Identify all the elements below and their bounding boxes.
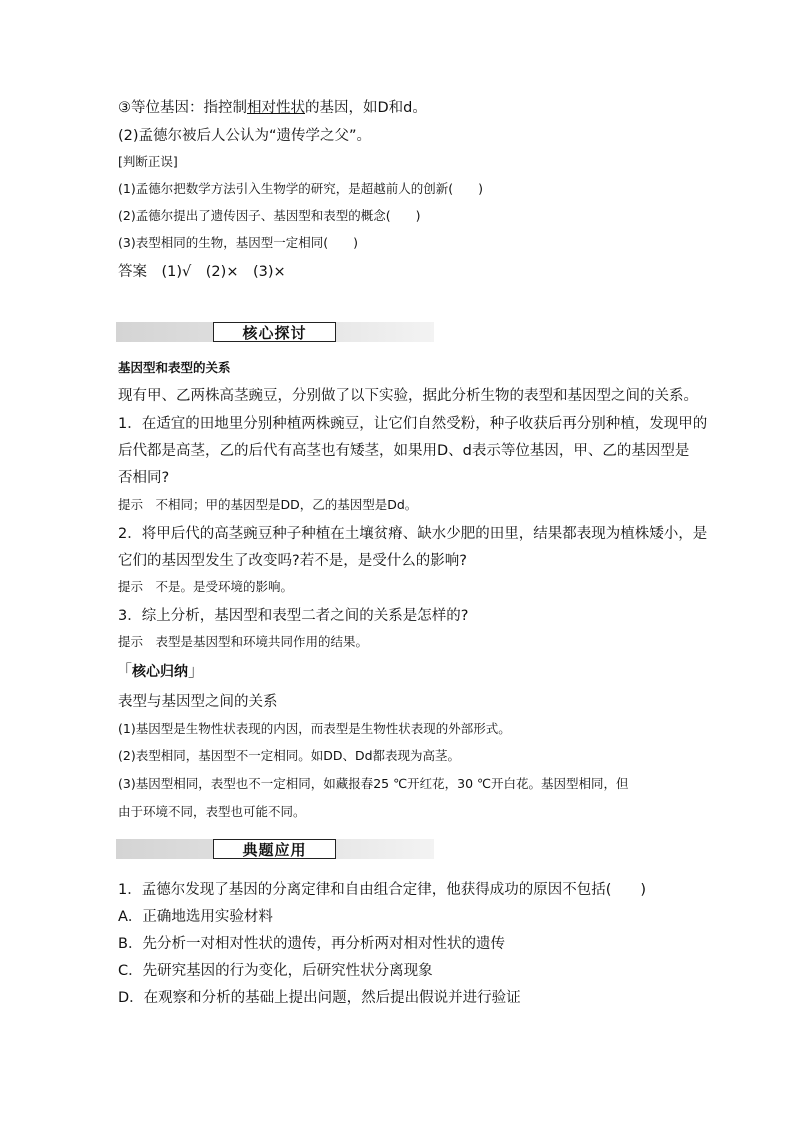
allele-text-underlined: 相对性状 <box>247 100 305 116</box>
summary-item-3-line-a: (3)基因型相同，表型也不一定相同，如藏报春25 ℃开红花，30 ℃开白花。基因型相同，但 <box>118 776 629 791</box>
explore-intro: 现有甲、乙两株高茎豌豆，分别做了以下实验，据此分析生物的表型和基因型之间的关系。 <box>118 388 698 404</box>
section-banner-explore: 核心探讨 <box>213 322 336 342</box>
question-2-line-a: 2．将甲后代的高茎豌豆种子种植在土壤贫瘠、缺水少肥的田里，结果都表现为植株矮小，是 <box>118 526 708 542</box>
allele-text-post: 的基因，如D和d。 <box>305 100 427 116</box>
summary-item-3-line-b: 由于环境不同，表型也可能不同。 <box>118 804 306 819</box>
question-3: 3．综上分析，基因型和表型二者之间的关系是怎样的? <box>118 608 469 624</box>
mc-option-d: D．在观察和分析的基础上提出问题，然后提出假说并进行验证 <box>118 990 521 1006</box>
bracket-left: 「 <box>116 661 133 680</box>
hint-2: 提示 不是。是受环境的影响。 <box>118 579 294 594</box>
judge-item-3: (3)表型相同的生物，基因型一定相同( ) <box>118 235 358 250</box>
question-2-line-b: 它们的基因型发生了改变吗?若不是，是受什么的影响? <box>118 553 467 569</box>
question-1-line-c: 否相同? <box>118 470 170 486</box>
answer-line: 答案 (1)√ (2)× (3)× <box>118 264 286 280</box>
summary-subtitle: 表型与基因型之间的关系 <box>118 694 278 710</box>
mc-question-stem: 1．孟德尔发现了基因的分离定律和自由组合定律，他获得成功的原因不包括( ) <box>118 882 647 898</box>
question-1-line-b: 后代都是高茎，乙的后代有高茎也有矮茎，如果用D、d表示等位基因，甲、乙的基因型是 <box>118 443 690 459</box>
summary-item-2: (2)表型相同，基因型不一定相同。如DD、Dd都表现为高茎。 <box>118 748 461 763</box>
allele-text-pre: ③等位基因：指控制 <box>118 100 247 116</box>
summary-item-1: (1)基因型是生物性状表现的内因，而表型是生物性状表现的外部形式。 <box>118 721 511 736</box>
mc-option-c: C．先研究基因的行为变化，后研究性状分离现象 <box>118 963 433 979</box>
bracket-right: 」 <box>188 661 205 680</box>
allele-definition-line <box>118 96 427 117</box>
hint-3: 提示 表型是基因型和环境共同作用的结果。 <box>118 634 369 649</box>
question-1-line-a: 1．在适宜的田地里分别种植两株豌豆，让它们自然受粉，种子收获后再分别种植，发现甲的 <box>118 416 708 432</box>
judge-item-1: (1)孟德尔把数学方法引入生物学的研究，是超越前人的创新( ) <box>118 181 483 196</box>
hint-1: 提示 不相同；甲的基因型是DD，乙的基因型是Dd。 <box>118 497 418 512</box>
judge-item-2: (2)孟德尔提出了遗传因子、基因型和表型的概念( ) <box>118 208 421 223</box>
section-banner-application: 典题应用 <box>213 839 336 859</box>
mc-option-a: A．正确地选用实验材料 <box>118 909 273 925</box>
summary-title-text: 核心归纳 <box>132 664 189 680</box>
mendel-father-line: (2)孟德尔被后人公认为“遗传学之父”。 <box>118 128 372 144</box>
judge-heading: [判断正误] <box>118 154 178 169</box>
summary-title <box>116 658 204 681</box>
explore-subtitle: 基因型和表型的关系 <box>118 360 231 375</box>
mc-option-b: B．先分析一对相对性状的遗传，再分析两对相对性状的遗传 <box>118 936 505 952</box>
